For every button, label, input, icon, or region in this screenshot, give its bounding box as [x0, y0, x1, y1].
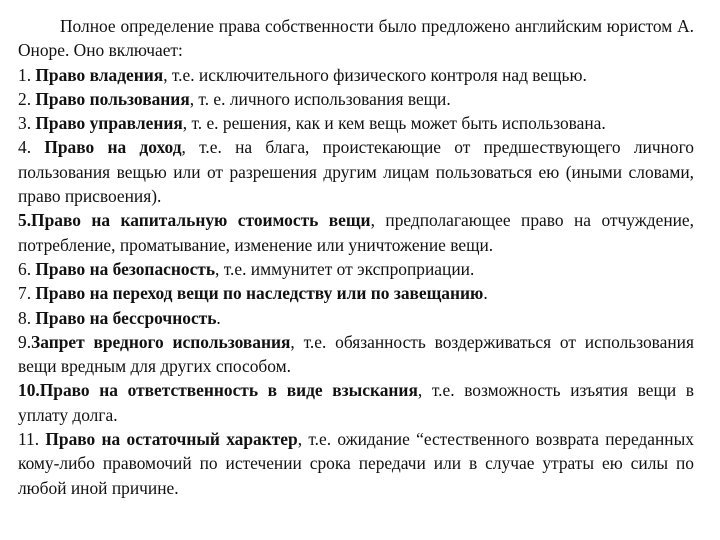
item-description: , т. е. решения, как и кем вещь может быть использована.	[182, 113, 606, 134]
item-number: 5.	[18, 210, 32, 231]
item-description: , предполагающее право на отчуждение, потребление, проматывание, изменение или уничтожение вещи.	[18, 210, 695, 255]
item-term: Право на безопасность	[35, 258, 216, 279]
list-item-1	[18, 63, 694, 87]
item-description: , т.е. возможность изъятия вещи в уплату долга.	[18, 380, 694, 425]
item-term: Право на доход	[44, 137, 182, 158]
item-number: 10.	[18, 380, 40, 401]
item-term: Право на капитальную стоимость вещи	[31, 210, 371, 231]
list-item-5	[18, 208, 694, 257]
item-term: Право на ответственность в виде взыскания	[39, 380, 418, 401]
list-item-2	[18, 87, 694, 111]
item-description: .	[483, 283, 488, 304]
item-term: Право управления	[35, 113, 183, 134]
item-description: .	[216, 307, 221, 328]
item-number: 8.	[18, 307, 36, 328]
item-number: 9.	[18, 331, 32, 352]
item-number: 3.	[18, 113, 36, 134]
item-description: , т.е. исключительного физического контроля над вещью.	[163, 64, 587, 85]
item-term: Право владения	[35, 64, 164, 85]
document-body	[18, 14, 694, 500]
item-description: , т.е. ожидание “естественного возврата переданных кому-либо правомочий по истечении срока передачи или в случае утраты ею силы по любой иной причине.	[18, 429, 694, 498]
item-number: 7.	[18, 283, 36, 304]
item-term: Запрет вредного использования	[31, 331, 291, 352]
item-term: Право на остаточный характер	[45, 429, 298, 450]
list-item-4	[18, 135, 694, 208]
item-number: 11.	[18, 429, 46, 450]
item-description: , т.е. иммунитет от экспроприации.	[215, 258, 475, 279]
item-number: 4.	[18, 137, 45, 158]
item-number: 6.	[18, 258, 36, 279]
list-item-8	[18, 306, 694, 330]
item-term: Право на бессрочность	[35, 307, 217, 328]
list-item-11	[18, 427, 694, 500]
item-term: Право на переход вещи по наследству или по завещанию	[35, 283, 484, 304]
item-description: , т. е. личного использования вещи.	[189, 88, 451, 109]
item-number: 2.	[18, 88, 36, 109]
list-item-10	[18, 378, 694, 427]
item-number: 1.	[18, 64, 36, 85]
list-item-3	[18, 111, 694, 135]
item-description: , т.е. на блага, проистекающие от предшествующего личного пользования вещью или от разрешения другим лицам пользоваться ею (иными словами, право присвоения).	[18, 137, 694, 207]
list-item-7	[18, 281, 694, 305]
list-item-6	[18, 257, 694, 281]
item-term: Право пользования	[35, 88, 190, 109]
item-description: , т.е. обязанность воздерживаться от использования вещи вредным для других способом.	[18, 331, 694, 377]
intro-paragraph: Полное определение права собственности было предложено английским юристом А. Оноре. Оно включает:	[18, 16, 694, 61]
list-item-9	[18, 330, 694, 379]
